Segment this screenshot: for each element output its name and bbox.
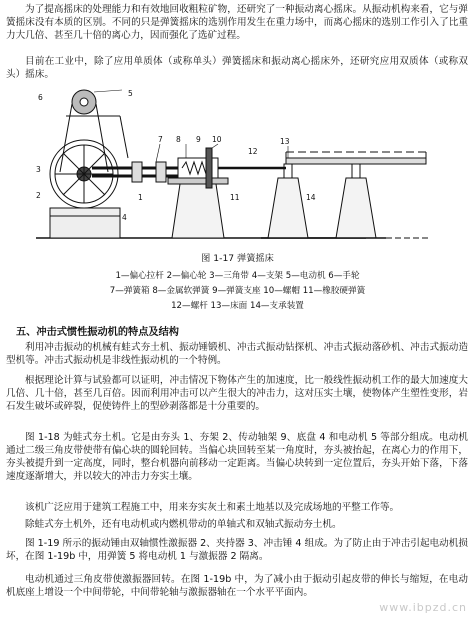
intro-paragraph-1: 为了提高摇床的处理能力和有效地回收粗粒矿物，还研究了一种振动离心摇床。从振动机构来看，它与弹簧摇床没有本质的区别。不同的只是弹簧摇床的选别作用发生在重力场中，而离心摇床的选别工作引入了比重力大几倍、甚至几十倍的离心力，因而强化了选矿过程。 [6,4,468,41]
callout-13: 13 [280,137,290,146]
section-paragraph-3: 图 1-18 为蛙式夯土机。它是由夯头 1、夯架 2、传动轴架 9、底盘 4 和电动机 5 等部分组成。电动机通过二级三角皮带使带有偏心块的圆轮回转。当偏心块回转至某一角度时，夯头被抬起，在离心力的作用下，夯头被提升到一定高度，同时，整台机器向前移动一定距离。当偏心块转到一定位置后，夯头开始下落，下落速度逐渐增大，并以较大的冲击力夯实土壤。 [6,432,468,482]
callout-7: 7 [158,135,163,144]
callout-8: 8 [176,135,181,144]
callout-9: 9 [196,135,201,144]
legend-line-1: 1—偏心拉杆 2—偏心轮 3—三角带 4—支架 5—电动机 6—手轮 [115,271,360,281]
callout-1: 1 [138,193,143,202]
callout-12: 12 [248,147,258,156]
section-paragraph-5: 除蛙式夯土机外，还有电动机或内燃机带动的单轴式和双轴式振动夯土机。 [25,519,342,530]
callout-11: 11 [230,193,240,202]
callout-6: 6 [38,93,43,102]
section-paragraph-7: 电动机通过三角皮带使激振器回转。在图 1-19b 中，为了减小由于振动引起皮带的伸长与缩短，在电动机底座上增设一个中间带轮，中间带轮轴与激振器轴在一个水平平面内。 [6,574,468,598]
watermark: www.ibpzd.cn [379,601,467,614]
section-paragraph-1: 利用冲击振动的机械有蛙式夯土机、振动锤锻机、冲击式振动钻探机、冲击式振动落砂机、冲击式振动造型机等。冲击式振动机是非线性振动机的一个特例。 [6,342,468,366]
legend-line-2: 7—弹簧箱 8—金属软弹簧 9—弹簧支座 10—螺帽 11—橡胶硬弹簧 [109,286,366,296]
shaking-table-diagram [36,88,436,248]
callout-10: 10 [212,135,222,144]
figure-caption: 图 1-17 弹簧摇床 [201,253,274,264]
callout-2: 2 [36,191,41,200]
section-paragraph-6: 图 1-19 所示的振动锤由双轴惯性激振器 2、夹持器 3、冲击锤 4 组成。为了防止由于冲击引起电动机损坏，在图 1-19b 中，用弹簧 5 将电动机 1 与激振器 2 隔离。 [6,538,468,562]
callout-3: 3 [36,165,41,174]
callout-5: 5 [128,89,133,98]
section-paragraph-2: 根据理论计算与试验都可以证明，冲击情况下物体产生的加速度，比一般线性振动机工作的最大加速度大几倍、几十倍，甚至几百倍。因而利用冲击可以产生很大的冲击力，这对压实土壤，使物体产生塑性变形，岩石发生破坏或碎裂，促使铸件上的型砂剥落都是十分重要的。 [6,375,468,412]
legend-line-3: 12—螺杆 13—床面 14—支承装置 [171,301,304,311]
section-heading: 五、冲击式惯性振动机的特点及结构 [16,327,179,338]
section-paragraph-4: 该机广泛应用于建筑工程施工中，用来夯实灰土和素土地基以及完成场地的平整工作等。 [25,502,400,513]
callout-4: 4 [122,213,127,222]
callout-14: 14 [306,193,316,202]
intro-paragraph-2: 目前在工业中，除了应用单质体（或称单头）弹簧摇床和振动离心摇床外，还研究应用双质体（或称双头）摇床。 [6,56,468,80]
